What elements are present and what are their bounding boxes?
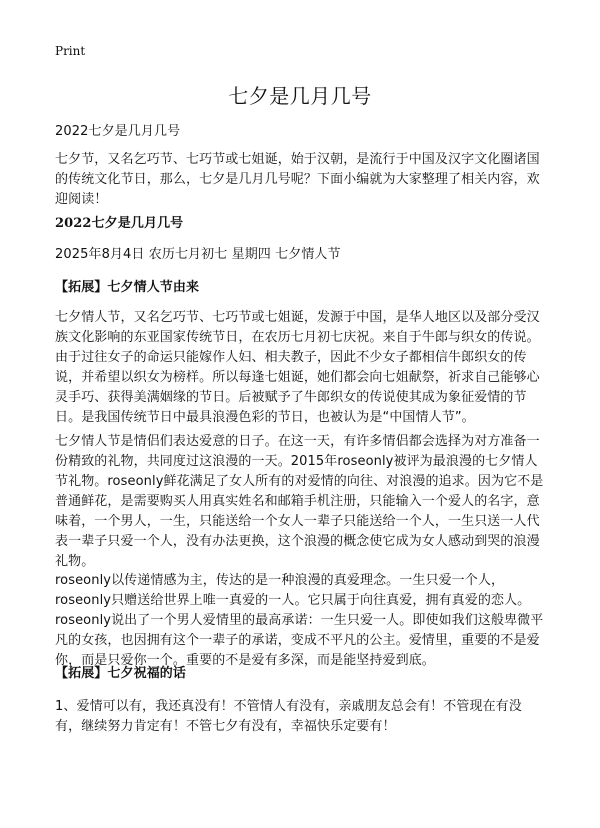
article-subtitle: 2022七夕是几月几号 [55, 124, 181, 139]
section-heading-origin: 【拓展】七夕情人节由来 [55, 280, 200, 295]
origin-paragraph: 七夕情人节，又名乞巧节、七巧节或七姐诞，发源于中国，是华人地区以及部分受汉族文化影响的东亚国家传统节日，在农历七月初七庆祝。来自于牛郎与织女的传说。由于过往女子的命运只能嫁作人妇、相夫教子，因此不少女子都相信牛郎织女的传说，并希望以织女为榜样。所以每逢七姐诞，她们都会向七姐献祭，祈求自己能够心灵手巧、获得美满姻缘的节日。后被赋予了牛郎织女的传说使其成为象征爱情的节日。是我国传统节日中最具浪漫色彩的节日，也被认为是“中国情人节”。 [55, 310, 540, 425]
date-line: 2025年8月4日 农历七月初七 星期四 七夕情人节 [55, 247, 341, 262]
page-title: 七夕是几月几号 [228, 84, 372, 108]
section-heading-wishes: 【拓展】七夕祝福的话 [55, 666, 187, 681]
print-link[interactable]: Print [55, 44, 86, 58]
roseonly-paragraph: roseonly以传递情感为主，传达的是一种浪漫的真爱理念。一生只爱一个人，roseonly只赠送给世界上唯一真爱的一人。它只属于向往真爱，拥有真爱的恋人。roseonly说出了一个男人爱情里的最高承诺：一生只爱一人。即使如我们这般卑微平凡的女孩，也因拥有这个一辈子的承诺，变成不平凡的公主。爱情里，重要的不是爱你，而是只爱你一个。重要的不是爱有多深，而是能坚持爱到底。 [55, 573, 544, 668]
section-heading-date: 2022七夕是几月几号 [55, 216, 184, 231]
gift-paragraph: 七夕情人节是情侣们表达爱意的日子。在这一天，有许多情侣都会选择为对方准备一份精致的礼物，共同度过这浪漫的一天。2015年roseonly被评为最浪漫的七夕情人节礼物。roseonly鲜花满足了女人所有的对爱情的向往、对浪漫的追求。因为它不是普通鲜花，是需要购买人用真实姓名和邮箱手机注册，只能输入一个爱人的名字，意味着，一个男人，一生，只能送给一个女人一辈子只能送给一个人，一生只送一人代表一辈子只爱一个人，没有办法更换，这个浪漫的概念使它成为女人感动到哭的浪漫礼物。 [55, 434, 544, 569]
wish-paragraph: 1、爱情可以有，我还真没有！不管情人有没有，亲戚朋友总会有！不管现在有没有，继续努力肯定有！不管七夕有没有，幸福快乐定要有！ [55, 699, 522, 734]
intro-paragraph: 七夕节，又名乞巧节、七巧节或七姐诞，始于汉朝，是流行于中国及汉字文化圈诸国的传统文化节日，那么，七夕是几月几号呢？下面小编就为大家整理了相关内容，欢迎阅读！ [55, 152, 540, 207]
